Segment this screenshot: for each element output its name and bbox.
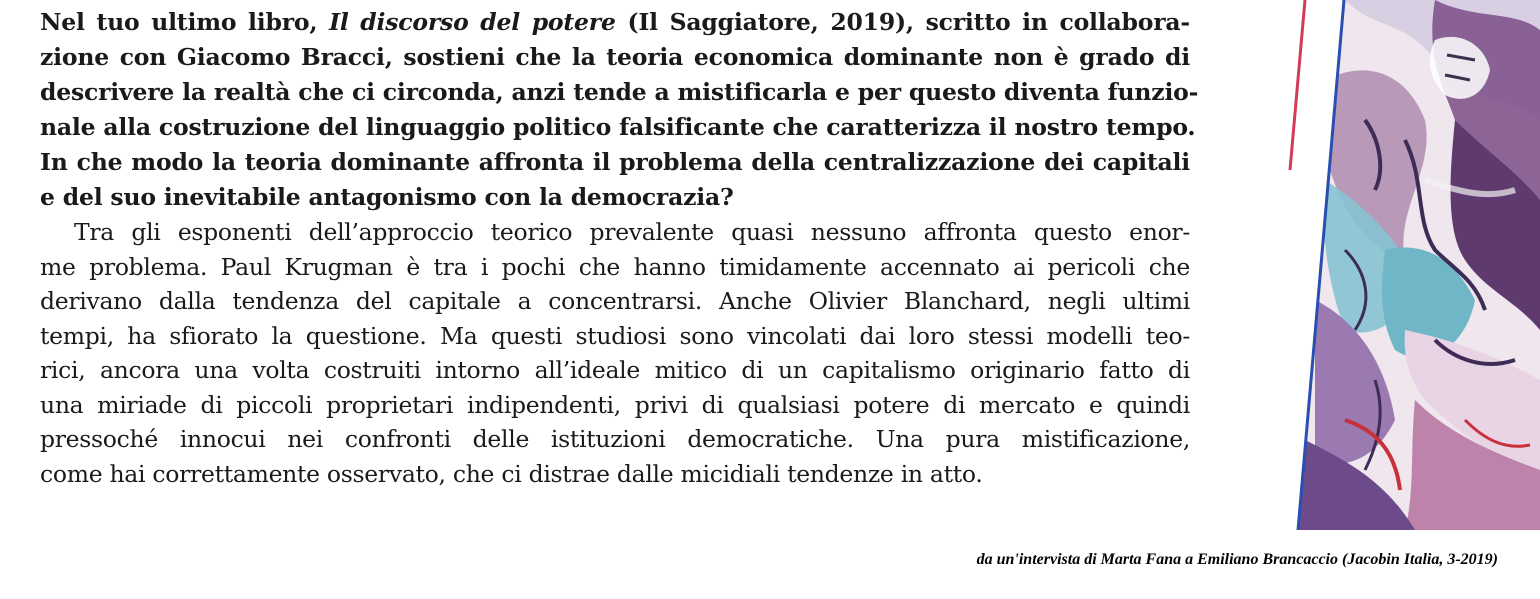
question-line: nale alla costruzione del linguaggio politico falsificante che caratterizza il nostro tempo. (40, 113, 1196, 141)
answer-line: pressoché innocui nei confronti delle istituzioni democratiche. Una pura mistificazione, (40, 425, 1190, 453)
question-text: (Il Saggiatore, 2019), scritto in collabora- (615, 8, 1190, 36)
answer-line: tempi, ha sfiorato la questione. Ma questi studiosi sono vincolati dai loro stessi modelli teo- (40, 321, 1190, 350)
decorative-artwork (1285, 0, 1540, 530)
question-line: e del suo inevitabile antagonismo con la democrazia? (40, 183, 734, 211)
answer-line: rici, ancora una volta costruiti intorno all’ideale mitico di un capitalismo originario fatto di (40, 356, 1190, 384)
question-line: zione con Giacomo Bracci, sostieni che la teoria economica dominante non è grado di (40, 43, 1190, 71)
question-line: In che modo la teoria dominante affronta il problema della centralizzazione dei capitali (40, 148, 1190, 176)
answer-line: come hai correttamente osservato, che ci distrae dalle micidiali tendenze in atto. (40, 459, 983, 488)
source-caption: da un'intervista di Marta Fana a Emiliano Brancaccio (Jacobin Italia, 3-2019) (976, 551, 1498, 568)
answer-line: Tra gli esponenti dell’approccio teorico prevalente quasi nessuno affronta questo enor- (74, 218, 1190, 246)
answer-line: derivano dalla tendenza del capitale a concentrarsi. Anche Olivier Blanchard, negli ultimi (40, 287, 1190, 315)
answer-line: una miriade di piccoli proprietari indipendenti, privi di qualsiasi potere di mercato e quindi (40, 390, 1190, 419)
question-line (40, 5, 1190, 40)
book-title: Il discorso del potere (329, 8, 616, 36)
interview-answer (40, 215, 1190, 491)
interview-text (40, 5, 1199, 491)
answer-line: me problema. Paul Krugman è tra i pochi che hanno timidamente accennato ai pericoli che (40, 252, 1190, 281)
question-text: Nel tuo ultimo libro, (40, 8, 330, 36)
interview-question (40, 5, 1199, 215)
question-line: descrivere la realtà che ci circonda, anzi tende a mistificarla e per questo diventa funzio- (40, 78, 1199, 106)
